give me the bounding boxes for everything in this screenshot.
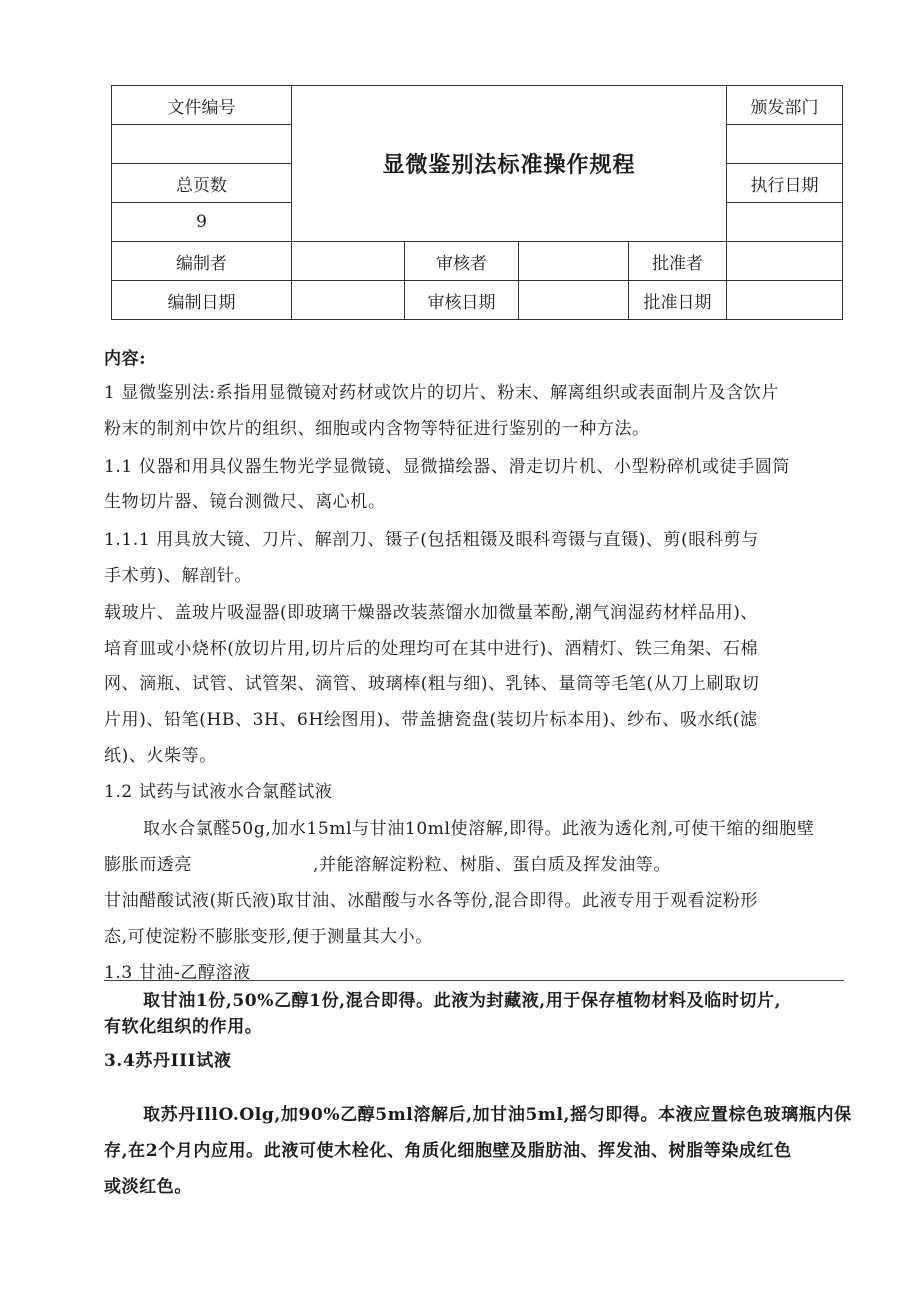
paragraph-line: 1.1.1 用具放大镜、刀片、解剖刀、镊子(包括粗镊及眼科弯镊与直镊)、剪(眼科剪与 bbox=[104, 530, 759, 550]
total-pages-label: 总页数 bbox=[112, 164, 292, 203]
compiler-value bbox=[292, 242, 405, 281]
paragraph-line: 1.1 仪器和用具仪器生物光学显微镜、显微描绘器、滑走切片机、小型粉碎机或徒手圆筒 bbox=[104, 457, 791, 477]
divider bbox=[104, 980, 844, 981]
compiler-label: 编制者 bbox=[112, 242, 292, 281]
document-header-table bbox=[111, 85, 843, 320]
doc-number-label: 文件编号 bbox=[112, 86, 292, 125]
approver-label: 批准者 bbox=[629, 242, 727, 281]
section-heading: 1.3 甘油-乙醇溶液 bbox=[104, 963, 251, 983]
issuing-dept-value bbox=[727, 125, 843, 164]
paragraph-line: 存,在2个月内应用。此液可使木栓化、角质化细胞壁及脂肪油、挥发油、树脂等染成红色 bbox=[104, 1141, 792, 1161]
exec-date-label: 执行日期 bbox=[727, 164, 843, 203]
paragraph-line: 或淡红色。 bbox=[104, 1177, 192, 1197]
exec-date-value bbox=[727, 203, 843, 242]
issuing-dept-label: 颁发部门 bbox=[727, 86, 843, 125]
paragraph-line: 生物切片器、镜台测微尺、离心机。 bbox=[104, 492, 386, 512]
compile-date-label: 编制日期 bbox=[112, 281, 292, 320]
reviewer-value bbox=[519, 242, 629, 281]
compile-date-value bbox=[292, 281, 405, 320]
paragraph-line: 态,可使淀粉不膨胀变形,便于测量其大小。 bbox=[104, 927, 433, 947]
approve-date-value bbox=[727, 281, 843, 320]
review-date-value bbox=[519, 281, 629, 320]
paragraph-line: 1 显微鉴别法:系指用显微镜对药材或饮片的切片、粉末、解离组织或表面制片及含饮片 bbox=[104, 383, 779, 403]
paragraph-line: 片用)、铅笔(HB、3H、6H绘图用)、带盖搪瓷盘(装切片标本用)、纱布、吸水纸(滤 bbox=[104, 710, 758, 730]
review-date-label: 审核日期 bbox=[405, 281, 519, 320]
paragraph-line: 取苏丹IllO.Olg,加90%乙醇5ml溶解后,加甘油5ml,摇匀即得。本液应置棕色玻璃瓶内保 bbox=[143, 1105, 852, 1125]
paragraph-line: 载玻片、盖玻片吸湿器(即玻璃干燥器改装蒸馏水加微量苯酚,潮气润湿药材样品用)、 bbox=[104, 603, 759, 623]
paragraph-line: 纸)、火柴等。 bbox=[104, 746, 217, 766]
total-pages-value: 9 bbox=[112, 203, 292, 242]
approver-value bbox=[727, 242, 843, 281]
paragraph-line: 粉末的制剂中饮片的组织、细胞或内含物等特征进行鉴别的一种方法。 bbox=[104, 419, 650, 439]
paragraph-line: 网、滴瓶、试管、试管架、滴管、玻璃棒(粗与细)、乳钵、量筒等毛笔(从刀上刷取切 bbox=[104, 674, 760, 694]
section-heading: 1.2 试药与试液水合氯醛试液 bbox=[104, 782, 333, 802]
paragraph-line: 取甘油1份,50%乙醇1份,混合即得。此液为封藏液,用于保存植物材料及临时切片, bbox=[143, 991, 782, 1011]
paragraph-line: ,并能溶解淀粉粒、树脂、蛋白质及挥发油等。 bbox=[313, 855, 672, 875]
paragraph-line: 膨胀而透亮 bbox=[104, 855, 192, 875]
paragraph-line: 手术剪)、解剖针。 bbox=[104, 566, 253, 586]
approve-date-label: 批准日期 bbox=[629, 281, 727, 320]
paragraph-line: 培育皿或小烧杯(放切片用,切片后的处理均可在其中进行)、酒精灯、铁三角架、石棉 bbox=[104, 639, 759, 659]
doc-number-value bbox=[112, 125, 292, 164]
paragraph-line: 有软化组织的作用。 bbox=[104, 1017, 263, 1037]
reviewer-label: 审核者 bbox=[405, 242, 519, 281]
paragraph-line: 甘油醋酸试液(斯氏液)取甘油、冰醋酸与水各等份,混合即得。此液专用于观看淀粉形 bbox=[104, 891, 759, 911]
section-heading: 3.4苏丹III试液 bbox=[104, 1051, 232, 1071]
paragraph-line: 取水合氯醛50g,加水15ml与甘油10ml使溶解,即得。此液为透化剂,可使干缩的细胞壁 bbox=[143, 819, 815, 839]
document-title: 显微鉴别法标准操作规程 bbox=[292, 86, 727, 242]
content-heading: 内容: bbox=[104, 349, 147, 369]
